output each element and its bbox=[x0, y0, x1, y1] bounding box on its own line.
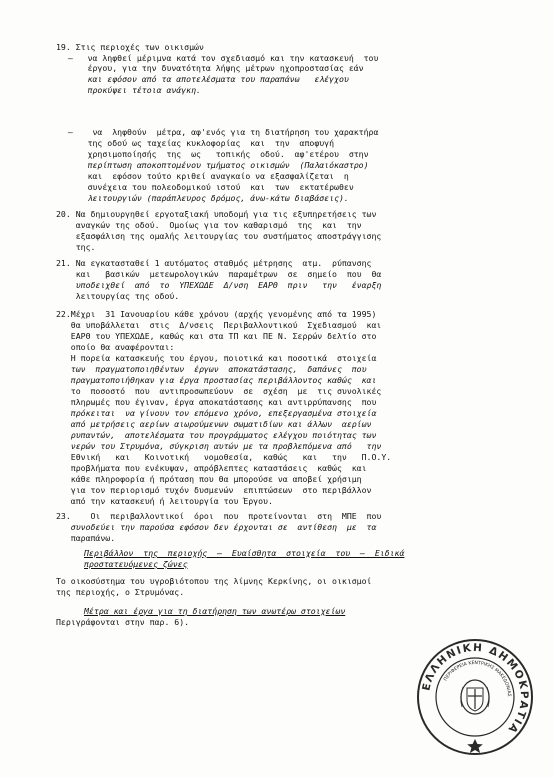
item-22-line-5: Η πορεία κατασκευής του έργου, ποιοτικά και ποσοτικά στοιχεία bbox=[56, 353, 377, 363]
item-22-line-7: πραγματοποιήθηκαν για έργα προστασίας περιβάλλοντος καθώς και bbox=[56, 375, 377, 385]
item-19-heading: 19. Στις περιοχές των οικισμών bbox=[56, 42, 204, 52]
item-23-line-1: 23. Οι περιβαλλοντικοί όροι που προτείνονται στη ΜΠΕ που bbox=[56, 511, 382, 521]
item-22-line-15: προβλήματα που ενέκυψαν, απρόβλεπτες καταστάσεις καθώς και bbox=[56, 463, 367, 473]
item-23-line-3: παραπάνω. bbox=[56, 533, 116, 543]
item-19-bullet-1-line-2: έργου, για την δυνατότητα λήψης μέτρων ηχοπροστασίας εάν bbox=[58, 63, 364, 73]
seal-coat-of-arms bbox=[461, 680, 490, 714]
item-19-bullet-1-line-4: προκύψει τέτοια ανάγκη. bbox=[58, 85, 201, 95]
item-22-line-12: ρυπαντών, αποτελέσματα του προγράμματος ελέγχου ποιότητας των bbox=[56, 430, 377, 440]
official-seal-stamp bbox=[414, 636, 536, 758]
item-22-line-11: από μετρήσεις αερίων αιωρούμενων σωματιδίων και άλλων αερίων bbox=[56, 419, 372, 429]
item-19-bullet-2-line-1: – να ληφθούν μέτρα, αφ'ενός για τη διατήρηση του χαρακτήρα bbox=[58, 127, 379, 137]
item-22-line-2: θα υποβάλλεται στις Δ/νσεις Περιβαλλοντικού Σχεδιασμού και bbox=[56, 320, 382, 330]
item-22-line-16: κάθε πληροφορία ή πρόταση που θα μπορούσε να αποβεί χρήσιμη bbox=[56, 474, 362, 484]
item-19-bullet-1-line-1: – να ληφθεί μέριμνα κατά τον σχεδιασμό και την κατασκευή του bbox=[58, 53, 379, 63]
item-20-line-3: εξασφάλιση της ομαλής λειτουργίας του συστήματος αποστράγγισης bbox=[56, 231, 382, 241]
item-22-line-1: 22.Μέχρι 31 Ιανουαρίου κάθε χρόνου (αρχής γενομένης από τα 1995) bbox=[56, 309, 377, 319]
item-19-bullet-2-line-4: περίπτωση αποκοπτομένου τμήματος οικισμών (Παλαιόκαστρο) bbox=[58, 160, 369, 170]
measures-text: Περιγράφονται στην παρ. 6). bbox=[56, 617, 190, 627]
measures-heading: Μέτρα και έργα για τη διατήρηση των ανωτέρω στοιχείων bbox=[84, 606, 346, 616]
item-19-bullet-2-line-2: της οδού ως ταχείας κυκλοφορίας και την αποφυγή bbox=[58, 138, 335, 148]
item-19-bullet-2-line-5: και εφόσον τούτο κριθεί αναγκαίο να εξασφαλίζεται η bbox=[58, 171, 349, 181]
item-22-line-13: νερών του Στρυμόνα, σύγκριση αυτών με τα προβλεπόμενα από την bbox=[56, 441, 382, 451]
item-21-line-4: λειτουργίας της οδού. bbox=[56, 291, 180, 301]
item-19-bullet-2-line-3: χρησιμοποίησής της ως τοπικής οδού. αφ'ετέρου στην bbox=[58, 149, 369, 159]
seal-star-icon bbox=[467, 739, 483, 753]
item-22-line-3: ΕΑΡΘ του ΥΠΕΧΩΔΕ, καθώς και στα ΤΠ και ΠΕ Ν. Σερρών δελτίο στο bbox=[56, 331, 377, 341]
item-20-line-4: της. bbox=[56, 242, 96, 252]
item-19-bullet-1-line-3: και εφόσον από τα αποτελέσματα του παραπάνω ελέγχου bbox=[58, 74, 349, 84]
item-22-line-17: για τον περιορισμό τυχόν δυσμενών επιπτώσεων στο περιβάλλον bbox=[56, 485, 372, 495]
item-21-line-2: και βασικών μετεωρολογικών παραμέτρων σε σημείο που θα bbox=[56, 269, 382, 279]
item-19-bullet-2-line-7: λειτουργιών (παράπλευρος δρόμος, άνω-κάτω διαβάσεις). bbox=[58, 193, 349, 203]
item-21-line-1: 21. Να εγκατασταθεί 1 αυτόματος σταθμός μέτρησης ατμ. ρύπανσης bbox=[56, 258, 372, 268]
item-22-line-8: το ποσοστό που αντιπροσωπεύουν σε σχέση με τις συνολικές bbox=[56, 386, 382, 396]
item-22-line-10: πρόκειται να γίνουν τον επόμενο χρόνο, επεξεργασμένα στοιχεία bbox=[56, 408, 377, 418]
item-22-line-6: των πραγματοποιηθέντων έργων αποκατάστασης, δαπάνες που bbox=[56, 364, 367, 374]
item-22-line-9: πληρωμές που έγιναν, έργα αποκατάστασης και αντιρρύπανσης που bbox=[56, 397, 377, 407]
environment-text-line-2: της περιοχής, ο Στρυμόνας. bbox=[56, 587, 185, 597]
seal-inner-text: ΠΕΡΙΦΕΡΕΙΑ ΚΕΝΤΡΙΚΗΣ ΜΑΚΕΔΟΝΙΑΣ bbox=[443, 660, 512, 697]
item-22-line-14: Εθνική και Κοινοτική νομοθεσία, καθώς και την Π.Ο.Υ. bbox=[56, 452, 392, 462]
item-19-bullet-2-line-6: συνέχεια του πολεοδομικού ιστού και των εκτατέρωθεν bbox=[58, 182, 354, 192]
environment-heading-line-2: προστατευόμενες ζώνες bbox=[84, 559, 188, 569]
environment-text-line-1: Το οικοσύστημα του υγροβιότοπου της λίμνης Κερκίνης, οι οικισμοί bbox=[56, 576, 372, 586]
environment-heading-line-1: Περιβάλλον της περιοχής – Ευαίσθητα στοιχεία του – Ειδικά bbox=[84, 548, 405, 558]
item-20-line-1: 20. Να δημιουργηθεί εργοταξιακή υποδομή για τις εξυπηρετήσεις των bbox=[56, 209, 377, 219]
item-21-line-3: υποδειχθεί από το ΥΠΕΧΩΔΕ Δ/νση ΕΑΡΘ πριν την έναρξη bbox=[56, 280, 382, 290]
item-20-line-2: αναγκών της οδού. Ομοίως για τον καθαρισμό της και την bbox=[56, 220, 362, 230]
seal-ring-text: ΕΛΛΗΝΙΚΗ ΔΗΜΟΚΡΑΤΙΑ bbox=[420, 641, 531, 737]
item-22-line-4: οποίο θα αναφέρονται: bbox=[56, 342, 175, 352]
item-23-line-2: συνοδεύει την παρούσα εφόσον δεν έρχονται σε αντίθεση με τα bbox=[56, 522, 377, 532]
item-22-line-18: από την κατασκευή ή λειτουργία του Έργου. bbox=[56, 496, 273, 506]
